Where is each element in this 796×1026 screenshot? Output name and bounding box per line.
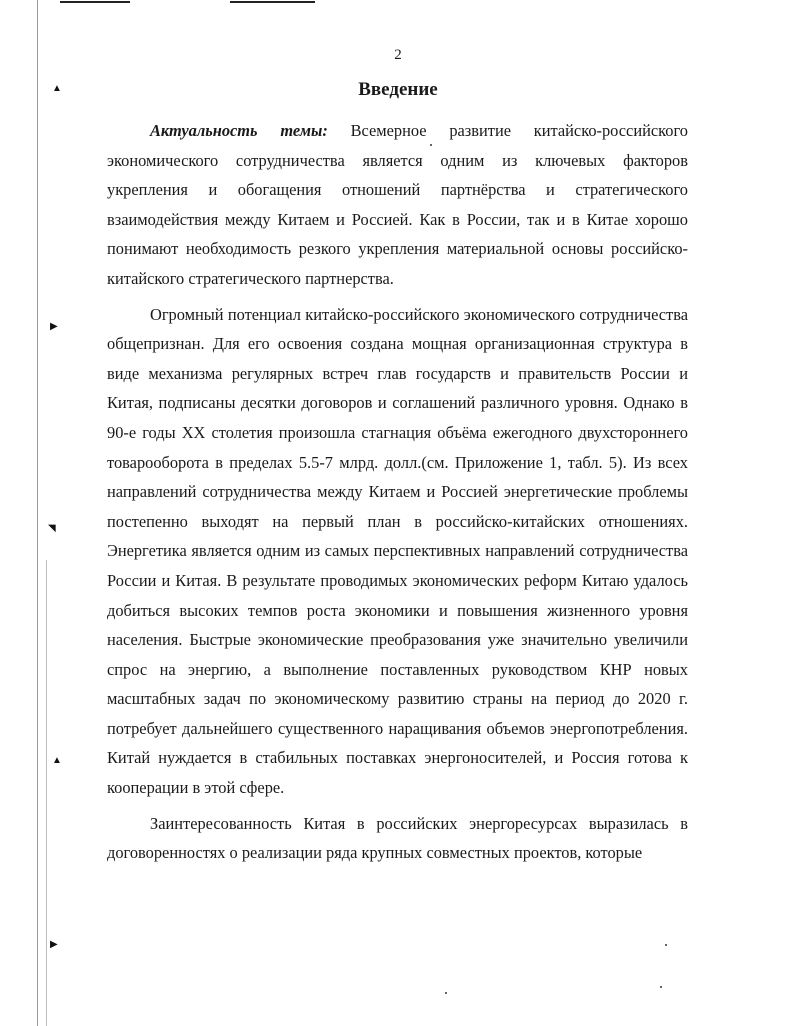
margin-arrow-icon: ▲ <box>52 755 62 766</box>
margin-arrow-icon: ▶ <box>50 939 58 950</box>
paragraph-lead: Актуальность темы: <box>150 121 328 140</box>
scan-artifact-line <box>60 1 130 3</box>
paragraph: Огромный потенциал китайско-российского экономического сотрудничества общепризнан. Для его освоения создана мощная организационная структура в виде механизма регулярных встреч глав государств и правительств России и Китая, подписаны десятки договоров и соглашений различного уровня. Однако в 90-е годы XX столетия произошла стагнация объёма ежегодного двухстороннего товарооборота в пределах 5.5-7 млрд. долл.(см. Приложение 1, табл. 5). Из всех направлений сотрудничества между Китаем и Россией энергетические проблемы постепенно выходят на первый план в российско-китайских отношениях. Энергетика является одним из самых перспективных направлений сотрудничества России и Китая. В результате проводимых экономических реформ Китаю удалось добиться высоких темпов роста экономики и повышения жизненного уровня населения. Быстрые экономические преобразования уже значительно увеличили спрос на энергию, а выполнение поставленных руководством КНР новых масштабных задач по экономическому развитию страны на период до 2020 г. потребует дальнейшего существенного наращивания объемов энергопотребления. Китай нуждается в стабильных поставках энергоносителей, и Россия готова к кооперации в этой сфере. <box>107 304 688 798</box>
margin-arrow-icon: ◥ <box>48 523 56 534</box>
margin-arrow-icon: ▶ <box>50 321 58 332</box>
scan-speck <box>445 992 447 994</box>
page-number: 2 <box>394 47 402 63</box>
page-edge-line <box>46 560 47 1026</box>
page-title: Введение <box>358 79 438 100</box>
body-text <box>107 116 688 868</box>
paragraph <box>107 116 688 294</box>
paragraph-text: Всемерное развитие китайско-российского экономического сотрудничества является одним из ключевых факторов укрепления и обогащения отношений партнёрства и стратегического взаимодействия между Китаем и Россией. Как в России, так и в Китае хорошо понимают необходимость резкого укрепления материальной основы российско-китайского стратегического партнерства. <box>107 121 688 288</box>
scan-speck <box>665 944 667 946</box>
scan-speck <box>660 986 662 988</box>
page-edge-line <box>37 0 38 1026</box>
paragraph: Заинтересованность Китая в российских энергоресурсах выразилась в договоренностях о реализации ряда крупных совместных проектов, которые <box>107 813 688 863</box>
scan-artifact-line <box>230 1 315 3</box>
margin-arrow-icon: ▲ <box>52 83 62 94</box>
